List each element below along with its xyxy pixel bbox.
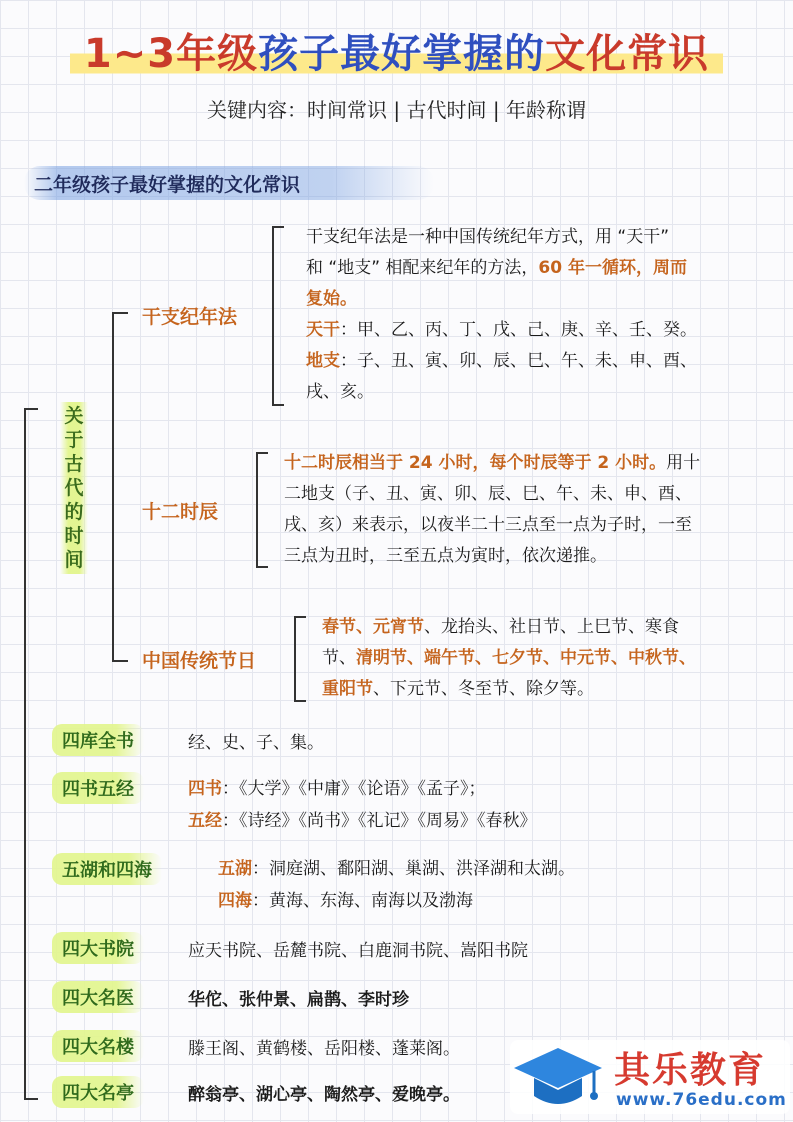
shichen-line1 — [284, 448, 784, 479]
festivals-l2-highlight: 清明节、端午节、七夕节、中元节、中秋节、 — [356, 648, 696, 668]
mingyi-tag: 四大名医 — [52, 981, 144, 1013]
wuhu-value: ：洞庭湖、鄱阳湖、巢湖、洪泽湖和太湖。 — [252, 859, 575, 879]
ganzhi-line3: 复始。 — [306, 289, 357, 309]
siku-tag: 四库全书 — [52, 724, 144, 756]
festivals-line3 — [322, 674, 792, 705]
title-middle: 孩子最好掌握的 — [258, 31, 546, 77]
sishu-line — [188, 774, 486, 799]
festivals-label: 中国传统节日 — [142, 650, 257, 672]
mingyi-value: 华佗、张仲景、扁鹊、李时珍 — [188, 990, 409, 1010]
shichen-line3: 戌、亥）来表示，以夜半二十三点至一点为子时，一至 — [284, 515, 692, 535]
tiangan-value: ：甲、乙、丙、丁、戊、己、庚、辛、壬、癸。 — [340, 320, 697, 340]
title-grade: 1~3年级 — [83, 31, 259, 77]
dizhi-value: ：子、丑、寅、卯、辰、巳、午、未、申、酉、 — [340, 351, 697, 371]
wujing-sub: 五经 — [188, 811, 222, 831]
hu-tag: 五湖和四海 — [52, 853, 162, 885]
minglou-tag: 四大名楼 — [52, 1030, 144, 1062]
siku-value: 经、史、子、集。 — [188, 733, 324, 753]
ganzhi-line2-a: 和 “地支” 相配来纪年的方法， — [306, 258, 539, 278]
sihai-line — [218, 886, 473, 911]
subtitle: 关键内容：时间常识 | 古代时间 | 年龄称谓 — [207, 98, 586, 122]
sishu-value: ：《大学》《中庸》《论语》《孟子》； — [222, 779, 486, 799]
mingting-tag: 四大名亭 — [52, 1076, 144, 1108]
festivals-l2-a: 节、 — [322, 648, 356, 668]
shuyuan-value: 应天书院、岳麓书院、白鹿洞书院、嵩阳书院 — [188, 941, 528, 961]
page-title — [70, 22, 723, 79]
logo — [510, 1040, 790, 1114]
festivals-line2 — [322, 643, 792, 674]
shichen-line4: 三点为丑时，三至五点为寅时，依次递推。 — [284, 546, 607, 566]
festivals-l1-rest: 、龙抬头、社日节、上巳节、寒食 — [424, 617, 679, 637]
sihai-value: ：黄海、东海、南海以及渤海 — [252, 891, 473, 911]
festivals-l3-rest: 、下元节、冬至节、除夕等。 — [373, 679, 594, 699]
festivals-bracket — [294, 616, 306, 702]
shichen-text — [284, 448, 784, 572]
shichen-bracket — [256, 452, 268, 568]
ganzhi-bracket — [272, 226, 284, 406]
middle-bracket — [112, 312, 128, 662]
festivals-line1 — [322, 612, 792, 643]
shuyuan-tag: 四大书院 — [52, 932, 144, 964]
shichen-label: 十二时辰 — [142, 501, 219, 523]
section-title: 二年级孩子最好掌握的文化常识 — [34, 174, 301, 196]
ganzhi-cycle: 60 年一循环，周而 — [538, 258, 687, 278]
wuhu-sub: 五湖 — [218, 859, 252, 879]
ganzhi-label: 干支纪年法 — [142, 306, 238, 328]
festivals-text — [322, 612, 792, 705]
page-title-wrap — [0, 22, 793, 79]
logo-name: 其乐教育 — [614, 1050, 767, 1091]
tiangan-line — [306, 315, 786, 346]
dizhi-line2: 戌、亥。 — [306, 382, 374, 402]
mingting-value: 醉翁亭、湖心亭、陶然亭、爱晚亭。 — [188, 1085, 460, 1105]
outer-bracket — [24, 408, 38, 1100]
ganzhi-line2 — [306, 253, 786, 284]
wujing-line — [188, 806, 537, 831]
minglou-value: 滕王阁、黄鹤楼、岳阳楼、蓬莱阁。 — [188, 1039, 460, 1059]
ganzhi-line1: 干支纪年法是一种中国传统纪年方式，用 “天干” — [306, 227, 670, 247]
festivals-l3-highlight: 重阳节 — [322, 679, 373, 699]
shichen-highlight: 十二时辰相当于 24 小时，每个时辰等于 2 小时。 — [284, 453, 667, 473]
tiangan-label: 天干 — [306, 320, 340, 340]
sishu-sub: 四书 — [188, 779, 222, 799]
shichen-line2: 二地支（子、丑、寅、卯、辰、巳、午、未、申、酉、 — [284, 484, 692, 504]
wujing-value: ：《诗经》《尚书》《礼记》《周易》《春秋》 — [222, 811, 537, 831]
graduation-cap-icon — [512, 1042, 604, 1112]
festivals-l1-highlight: 春节、元宵节 — [322, 617, 424, 637]
logo-url: www.76edu.com — [616, 1090, 787, 1110]
section-header — [24, 166, 434, 200]
dizhi-line — [306, 346, 786, 377]
wuhu-line — [218, 854, 575, 879]
title-topic: 文化常识 — [545, 31, 710, 77]
ganzhi-text — [306, 222, 786, 408]
group-label: 关于古代的时间 — [60, 402, 88, 574]
sihai-sub: 四海 — [218, 891, 252, 911]
dizhi-label: 地支 — [306, 351, 340, 371]
shichen-line1-b: 用十 — [666, 453, 701, 473]
sishu-tag: 四书五经 — [52, 772, 144, 804]
